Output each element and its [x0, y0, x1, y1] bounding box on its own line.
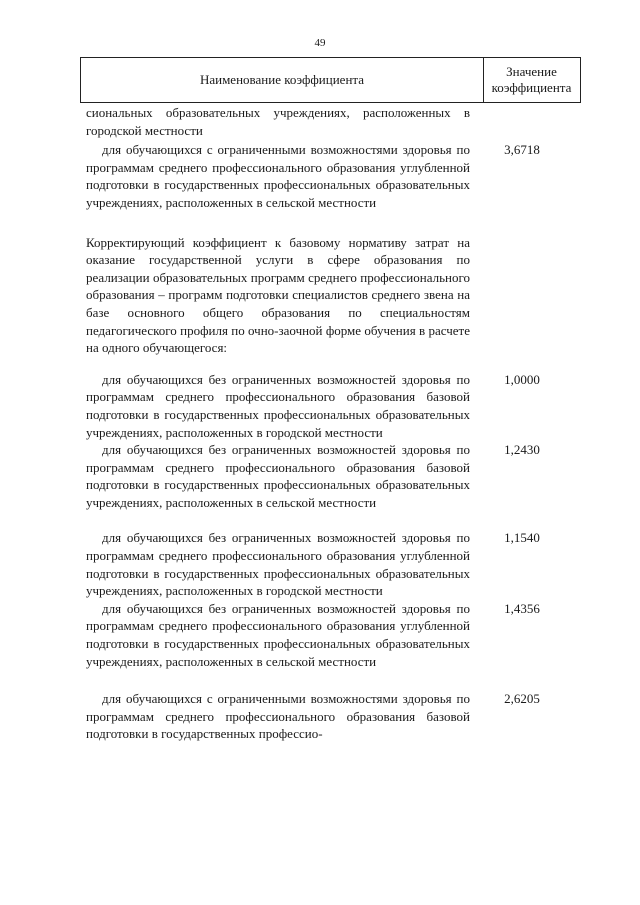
row-value: 1,2430	[504, 442, 540, 458]
table-row	[86, 600, 574, 670]
row-text: для обучающихся без ограниченных возможностей здоровья по программам среднего профессионального образования базовой подготовки в государственных профессиональных образовательных учреждениях, расположенных в сельской местности	[86, 442, 470, 510]
row-text: для обучающихся с ограниченными возможностями здоровья по программам среднего профессионального образования базовой подготовки в государственных профессио-	[86, 691, 470, 742]
table-row	[86, 441, 574, 511]
table-row	[86, 234, 574, 357]
column-header-value: Значение коэффициента	[491, 64, 572, 95]
row-text: сиональных образовательных учреждениях, расположенных в городской местности	[86, 105, 470, 138]
table-row	[86, 104, 574, 139]
table-row	[86, 690, 574, 743]
row-value: 1,0000	[504, 371, 540, 387]
row-value	[470, 104, 574, 139]
table-row	[86, 371, 574, 441]
row-text: для обучающихся с ограниченными возможностями здоровья по программам среднего профессионального образования углубленной подготовки в государственных профессиональных образовательных учреждениях, расположенных в сельской местности	[86, 142, 470, 210]
column-header-name: Наименование коэффициента	[81, 58, 484, 102]
row-text: для обучающихся без ограниченных возможностей здоровья по программам среднего профессионального образования углубленной подготовки в государственных профессиональных образовательных учреждениях, расположенных в сельской местности	[86, 600, 470, 669]
section-heading: Корректирующий коэффициент к базовому нормативу затрат на оказание государственной услуги в сфере образования по реализации образовательных программ среднего профессионального образования – программ подготовки специалистов среднего звена на базе основного общего образования по специальностям педагогического профиля по очно-заочной форме обучения в расчете на одного обучающегося:	[86, 234, 470, 356]
page-number: 49	[314, 37, 326, 49]
row-value: 2,6205	[504, 691, 540, 707]
row-value: 3,6718	[504, 142, 540, 158]
table-row	[86, 529, 574, 599]
row-value	[470, 234, 574, 357]
table-row	[86, 141, 574, 211]
row-text: для обучающихся без ограниченных возможностей здоровья по программам среднего профессионального образования базовой подготовки в государственных профессиональных образовательных учреждениях, расположенных в городской местности	[86, 371, 470, 440]
row-value: 1,1540	[504, 530, 540, 546]
row-text: для обучающихся без ограниченных возможностей здоровья по программам среднего профессионального образования углубленной подготовки в государственных профессиональных образовательных учреждениях, расположенных в городской местности	[86, 530, 470, 599]
row-value: 1,4356	[504, 600, 540, 616]
coefficient-table-body	[86, 104, 574, 743]
table-header	[80, 57, 581, 103]
